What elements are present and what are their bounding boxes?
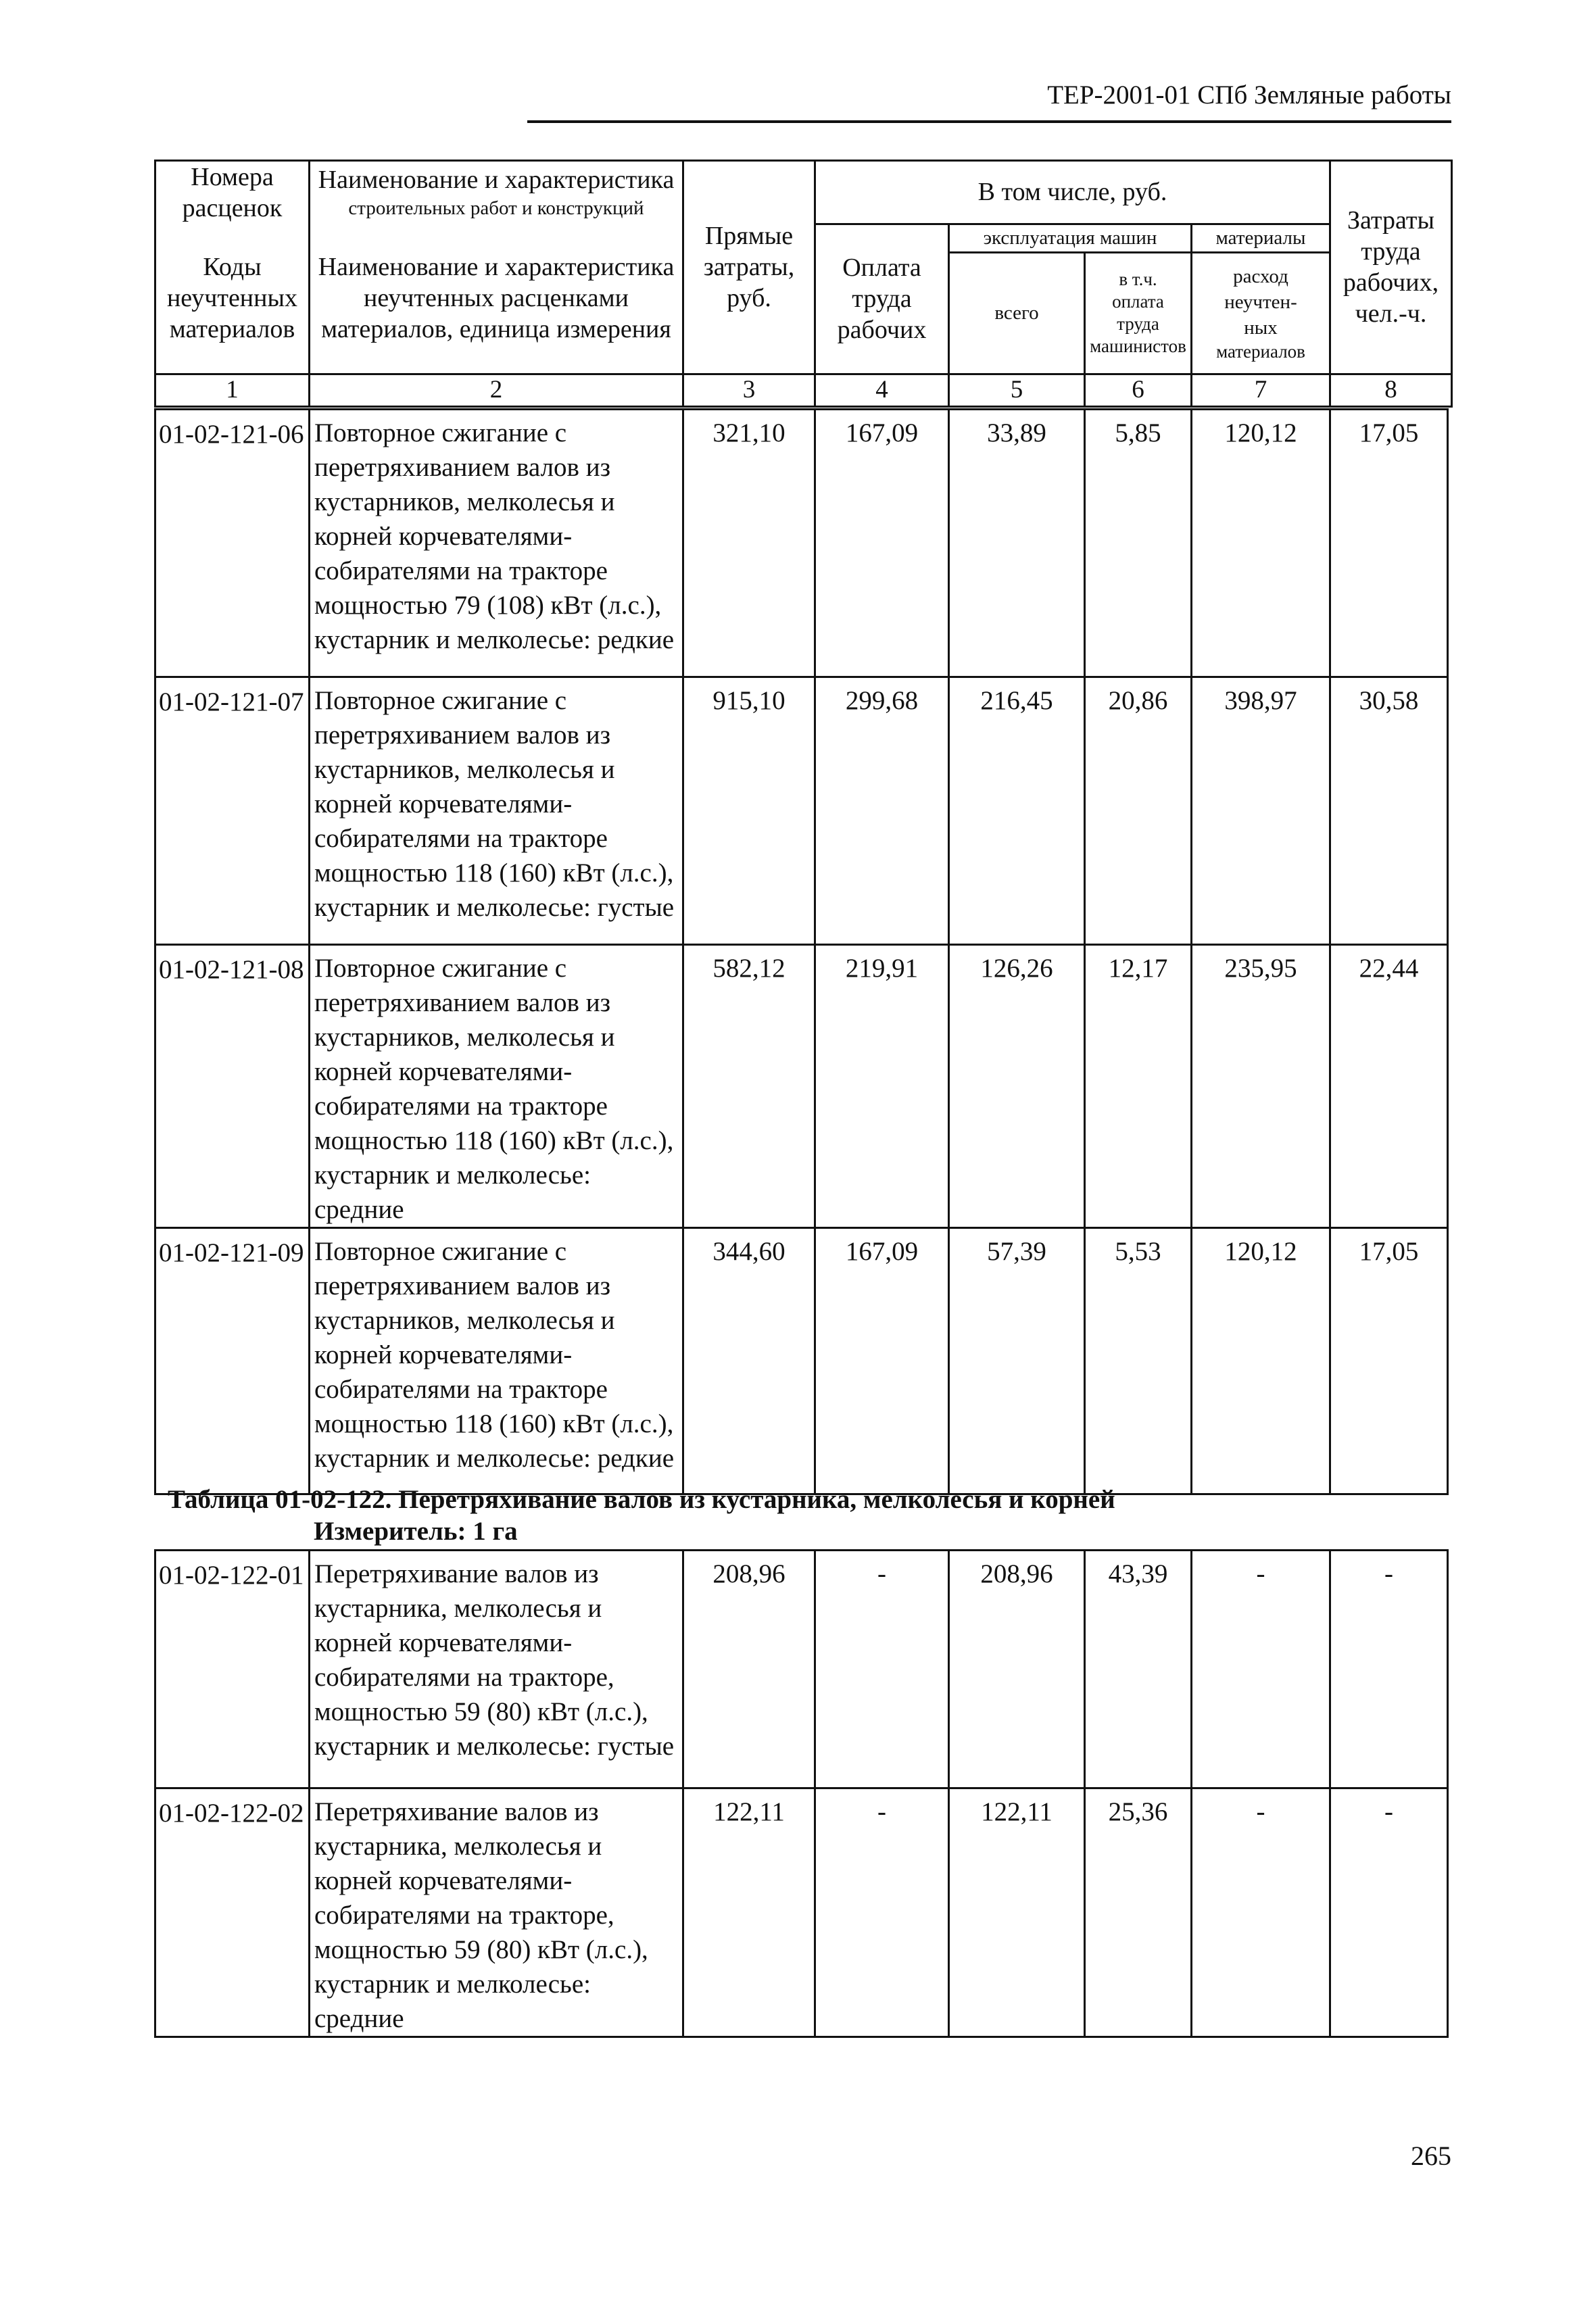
- header-rule: [527, 120, 1451, 123]
- header-machine-operation: эксплуатация машин: [949, 224, 1192, 252]
- machines-total: 122,11: [949, 1788, 1085, 2037]
- rate-code: 01-02-121-08: [155, 945, 310, 1228]
- column-number: 3: [683, 374, 815, 406]
- rate-name: Повторное сжигание с перетряхиванием валов из кустарников, мелколесья и корней корчевателями-собирателями на тракторе мощностью 79 (108) кВт (л.с.), кустарник и мелколесье: редкие: [310, 410, 683, 677]
- column-number: 1: [155, 374, 310, 406]
- direct-costs: 321,10: [683, 410, 815, 677]
- rate-code: 01-02-122-02: [155, 1788, 310, 2037]
- machines-total: 126,26: [949, 945, 1085, 1228]
- table-row: [155, 677, 1448, 945]
- column-number: 5: [949, 374, 1085, 406]
- labor-hours: -: [1330, 1788, 1448, 2037]
- table-unit-of-measure: Измеритель: 1 га: [314, 1517, 518, 1546]
- header-unaccounted-materials: расход неучтен- ных материалов: [1192, 252, 1330, 374]
- column-header-table: [154, 160, 1453, 408]
- worker-wages: 219,91: [815, 945, 949, 1228]
- operator-wages: 5,85: [1085, 410, 1192, 677]
- direct-costs: 344,60: [683, 1228, 815, 1494]
- worker-wages: 167,09: [815, 1228, 949, 1494]
- materials-cost: -: [1192, 1788, 1330, 2037]
- table-row: [155, 1551, 1448, 1788]
- operator-wages: 20,86: [1085, 677, 1192, 945]
- header-operator-wages: в т.ч. оплата труда машинистов: [1085, 252, 1192, 374]
- page-number: 265: [1411, 2141, 1451, 2171]
- rate-code: 01-02-121-06: [155, 410, 310, 677]
- column-number: 4: [815, 374, 949, 406]
- labor-hours: 17,05: [1330, 410, 1448, 677]
- header-work-name: Наименование и характеристика строительных работ и конструкций: [310, 161, 683, 224]
- direct-costs: 582,12: [683, 945, 815, 1228]
- labor-hours: 30,58: [1330, 677, 1448, 945]
- machines-total: 208,96: [949, 1551, 1085, 1788]
- header-direct-costs: Прямые затраты, руб.: [683, 161, 815, 374]
- header-worker-wages: Оплата труда рабочих: [815, 224, 949, 374]
- rate-name: Перетряхивание валов из кустарника, мелколесья и корней корчевателями-собирателями на тракторе, мощностью 59 (80) кВт (л.с.), кустарник и мелколесье: густые: [310, 1551, 683, 1788]
- rate-code: 01-02-122-01: [155, 1551, 310, 1788]
- rates-table-01-02-121: [154, 408, 1449, 1495]
- materials-cost: 398,97: [1192, 677, 1330, 945]
- document-header-title: ТЕР-2001-01 СПб Земляные работы: [1047, 80, 1451, 109]
- operator-wages: 25,36: [1085, 1788, 1192, 2037]
- column-number: 8: [1330, 374, 1452, 406]
- rate-code: 01-02-121-09: [155, 1228, 310, 1494]
- worker-wages: 299,68: [815, 677, 949, 945]
- table-row: [155, 945, 1448, 1228]
- header-rate-numbers: Номера расценок: [155, 161, 310, 224]
- rate-name: Перетряхивание валов из кустарника, мелколесья и корней корчевателями-собирателями на тракторе, мощностью 59 (80) кВт (л.с.), кустарник и мелколесье: средние: [310, 1788, 683, 2037]
- table-caption: Таблица 01-02-122. Перетряхивание валов из кустарника, мелколесья и корней: [168, 1485, 1115, 1514]
- materials-cost: 235,95: [1192, 945, 1330, 1228]
- direct-costs: 122,11: [683, 1788, 815, 2037]
- table-row: [155, 410, 1448, 677]
- table-row: [155, 1788, 1448, 2037]
- rate-name: Повторное сжигание с перетряхиванием валов из кустарников, мелколесья и корней корчевателями-собирателями на тракторе мощностью 118 (160) кВт (л.с.), кустарник и мелколесье: густые: [310, 677, 683, 945]
- labor-hours: 17,05: [1330, 1228, 1448, 1494]
- labor-hours: 22,44: [1330, 945, 1448, 1228]
- materials-cost: 120,12: [1192, 410, 1330, 677]
- labor-hours: -: [1330, 1551, 1448, 1788]
- worker-wages: -: [815, 1788, 949, 2037]
- header-labor-costs: Затраты труда рабочих, чел.-ч.: [1330, 161, 1452, 374]
- direct-costs: 915,10: [683, 677, 815, 945]
- rate-name: Повторное сжигание с перетряхиванием валов из кустарников, мелколесья и корней корчевателями-собирателями на тракторе мощностью 118 (160) кВт (л.с.), кустарник и мелколесье: средние: [310, 945, 683, 1228]
- worker-wages: 167,09: [815, 410, 949, 677]
- direct-costs: 208,96: [683, 1551, 815, 1788]
- operator-wages: 43,39: [1085, 1551, 1192, 1788]
- operator-wages: 5,53: [1085, 1228, 1192, 1494]
- header-machines-total: всего: [949, 252, 1085, 374]
- header-materials: материалы: [1192, 224, 1330, 252]
- machines-total: 57,39: [949, 1228, 1085, 1494]
- rates-table-01-02-122: [154, 1549, 1449, 2038]
- worker-wages: -: [815, 1551, 949, 1788]
- header-including: В том числе, руб.: [815, 161, 1330, 224]
- column-number: 7: [1192, 374, 1330, 406]
- table-row: [155, 1228, 1448, 1494]
- rate-code: 01-02-121-07: [155, 677, 310, 945]
- column-number: 6: [1085, 374, 1192, 406]
- materials-cost: -: [1192, 1551, 1330, 1788]
- operator-wages: 12,17: [1085, 945, 1192, 1228]
- machines-total: 216,45: [949, 677, 1085, 945]
- column-number: 2: [310, 374, 683, 406]
- machines-total: 33,89: [949, 410, 1085, 677]
- materials-cost: 120,12: [1192, 1228, 1330, 1494]
- header-material-names: Наименование и характеристика неучтенных расценками материалов, единица измерения: [310, 224, 683, 374]
- rate-name: Повторное сжигание с перетряхиванием валов из кустарников, мелколесья и корней корчевателями-собирателями на тракторе мощностью 118 (160) кВт (л.с.), кустарник и мелколесье: редкие: [310, 1228, 683, 1494]
- header-material-codes: Коды неучтенных материалов: [155, 224, 310, 374]
